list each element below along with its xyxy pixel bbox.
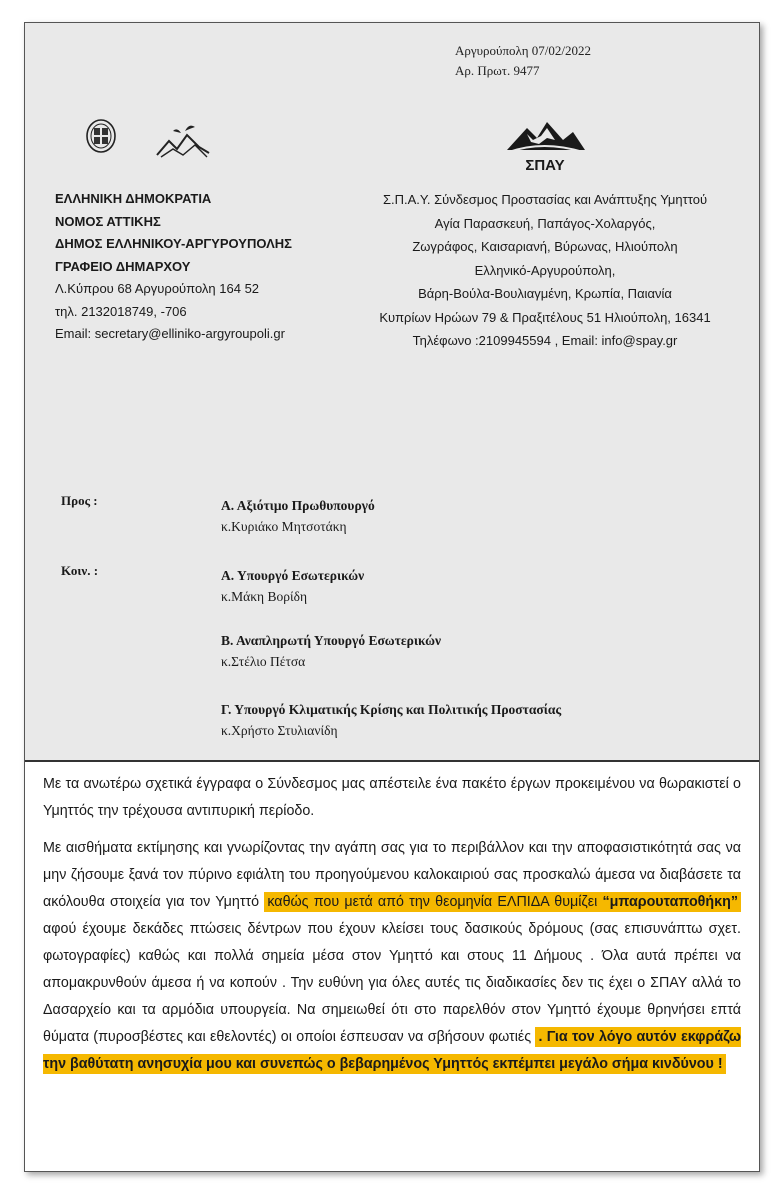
recipient-cc: [221, 699, 561, 741]
spay-line: Βάρη-Βούλα-Βουλιαγμένη, Κρωπία, Παιανία: [418, 286, 672, 301]
highlight-keyword: “μπαρουταποθήκη”: [602, 894, 738, 910]
paragraph: [43, 835, 741, 1078]
spay-logo-text: ΣΠΑΥ: [525, 157, 565, 174]
highlighted-text: [264, 892, 741, 912]
recipient-cc: [221, 565, 364, 607]
recipient-cc: [221, 630, 441, 672]
recipient-title: Α. Αξιότιμο Πρωθυπουργό: [221, 498, 375, 513]
sender-line: ΕΛΛΗΝΙΚΗ ΔΗΜΟΚΡΑΤΙΑ: [55, 191, 212, 206]
recipient-title: Γ. Υπουργό Κλιματικής Κρίσης και Πολιτικής Προστασίας: [221, 702, 562, 717]
paragraph-text: αφού έχουμε δεκάδες πτώσεις δέντρων που έχουν κλείσει τους δασικούς δρόμους (σας επισυνάπτω σχετ. φωτογραφίες) καθώς και πολλά σημεία μέσα στον Υμηττό και στους 11 Δήμους . Όλα αυτά πρέπει να απομακρυνθούν άμεσα ή να κοπούν . Την ευθύνη για όλες αυτές τις διαδικασίες δεν τις έχει ο ΣΠΑΥ αλλά το Δασαρχείο και τα αρμόδια υπουργεία. Να σημειωθεί ότι στο παρελθόν στον Υμηττό έχουμε θρηνήσει επτά θύματα (πυροσβέστες και εθελοντές) οι οποίοι έσπευσαν να σβήσουν φωτιές: [43, 921, 741, 1045]
protocol-number: Αρ. Πρωτ. 9477: [455, 63, 540, 78]
sender-address: Λ.Κύπρου 68 Αργυρούπολη 164 52: [55, 281, 260, 296]
spay-address: Κυπρίων Ηρώων 79 & Πραξιτέλους 51 Ηλιούπολη, 16341: [379, 309, 711, 325]
sender-line: ΝΟΜΟΣ ΑΤΤΙΚΗΣ: [55, 213, 161, 229]
document-frame: [24, 22, 760, 1172]
spay-line: Ελληνικό-Αργυρούπολη,: [474, 262, 616, 278]
paragraph: Με τα ανωτέρω σχετικά έγγραφα ο Σύνδεσμος μας απέστειλε ένα πακέτο έργων προκειμένου να θωρακιστεί ο Υμηττός την τρέχουσα αντιπυρική περίοδο.: [43, 776, 741, 819]
spay-contact: Τηλέφωνο :2109945594 , Email: info@spay.gr: [412, 333, 678, 348]
section-divider: [25, 760, 759, 762]
municipality-logo-icon: [155, 123, 211, 159]
sender-email: Email: secretary@elliniko-argyroupoli.gr: [55, 326, 285, 341]
spay-line: Ζωγράφος, Καισαριανή, Βύρωνας, Ηλιούπολη: [412, 239, 678, 254]
document-date: Αργυρούπολη 07/02/2022: [455, 43, 592, 58]
spay-line: Σ.Π.Α.Υ. Σύνδεσμος Προστασίας και Ανάπτυξης Υμηττού: [382, 192, 708, 207]
recipient-name: κ.Μάκη Βορίδη: [221, 589, 308, 604]
scanned-letterhead: [25, 23, 759, 760]
recipient-to: [221, 495, 375, 537]
sender-municipality: [55, 188, 292, 346]
highlighted-warning: . Για τον λόγο αυτόν εκφράζω την βαθύτατη ανησυχία μου και συνεπώς ο βεβαρημένος Υμηττός εκπέμπει μεγάλο σήμα κινδύνου !: [43, 1029, 741, 1072]
greek-emblem-icon: [85, 118, 117, 154]
recipient-name: κ.Στέλιο Πέτσα: [221, 654, 306, 669]
recipient-title: Α. Υπουργό Εσωτερικών: [221, 568, 365, 583]
highlight-phrase: καθώς που μετά από την θεομηνία ΕΛΠΙΔΑ θυμίζει: [267, 894, 598, 910]
to-label: Προς :: [61, 493, 98, 508]
sender-spay: [355, 188, 735, 353]
spay-logo-icon: [503, 118, 587, 174]
sender-phone: τηλ. 2132018749, -706: [55, 303, 187, 319]
letter-body: [43, 771, 741, 1088]
cc-label: Κοιν. :: [61, 563, 99, 578]
recipient-title: Β. Αναπληρωτή Υπουργό Εσωτερικών: [221, 633, 442, 648]
spay-line: Αγία Παρασκευή, Παπάγος-Χολαργός,: [434, 215, 656, 231]
sender-line: ΓΡΑΦΕΙΟ ΔΗΜΑΡΧΟΥ: [55, 258, 191, 274]
date-block: [455, 41, 591, 81]
recipient-name: κ.Κυριάκο Μητσοτάκη: [221, 519, 347, 534]
sender-line: ΔΗΜΟΣ ΕΛΛΗΝΙΚΟΥ-ΑΡΓΥΡΟΥΠΟΛΗΣ: [55, 236, 292, 251]
recipient-name: κ.Χρήστο Στυλιανίδη: [221, 723, 338, 738]
paragraph-text: Με αισθήματα εκτίμησης και γνωρίζοντας την αγάπη σας για το περιβάλλον και την αποφασιστικότητά σας να μην ζήσουμε ξανά τον πύρινο εφιάλτη του προηγούμενου καλοκαιριού σας προσκαλώ άμεσα να διαβάσετε τα ακόλουθα στοιχεία για τον Υμηττό: [43, 840, 741, 910]
